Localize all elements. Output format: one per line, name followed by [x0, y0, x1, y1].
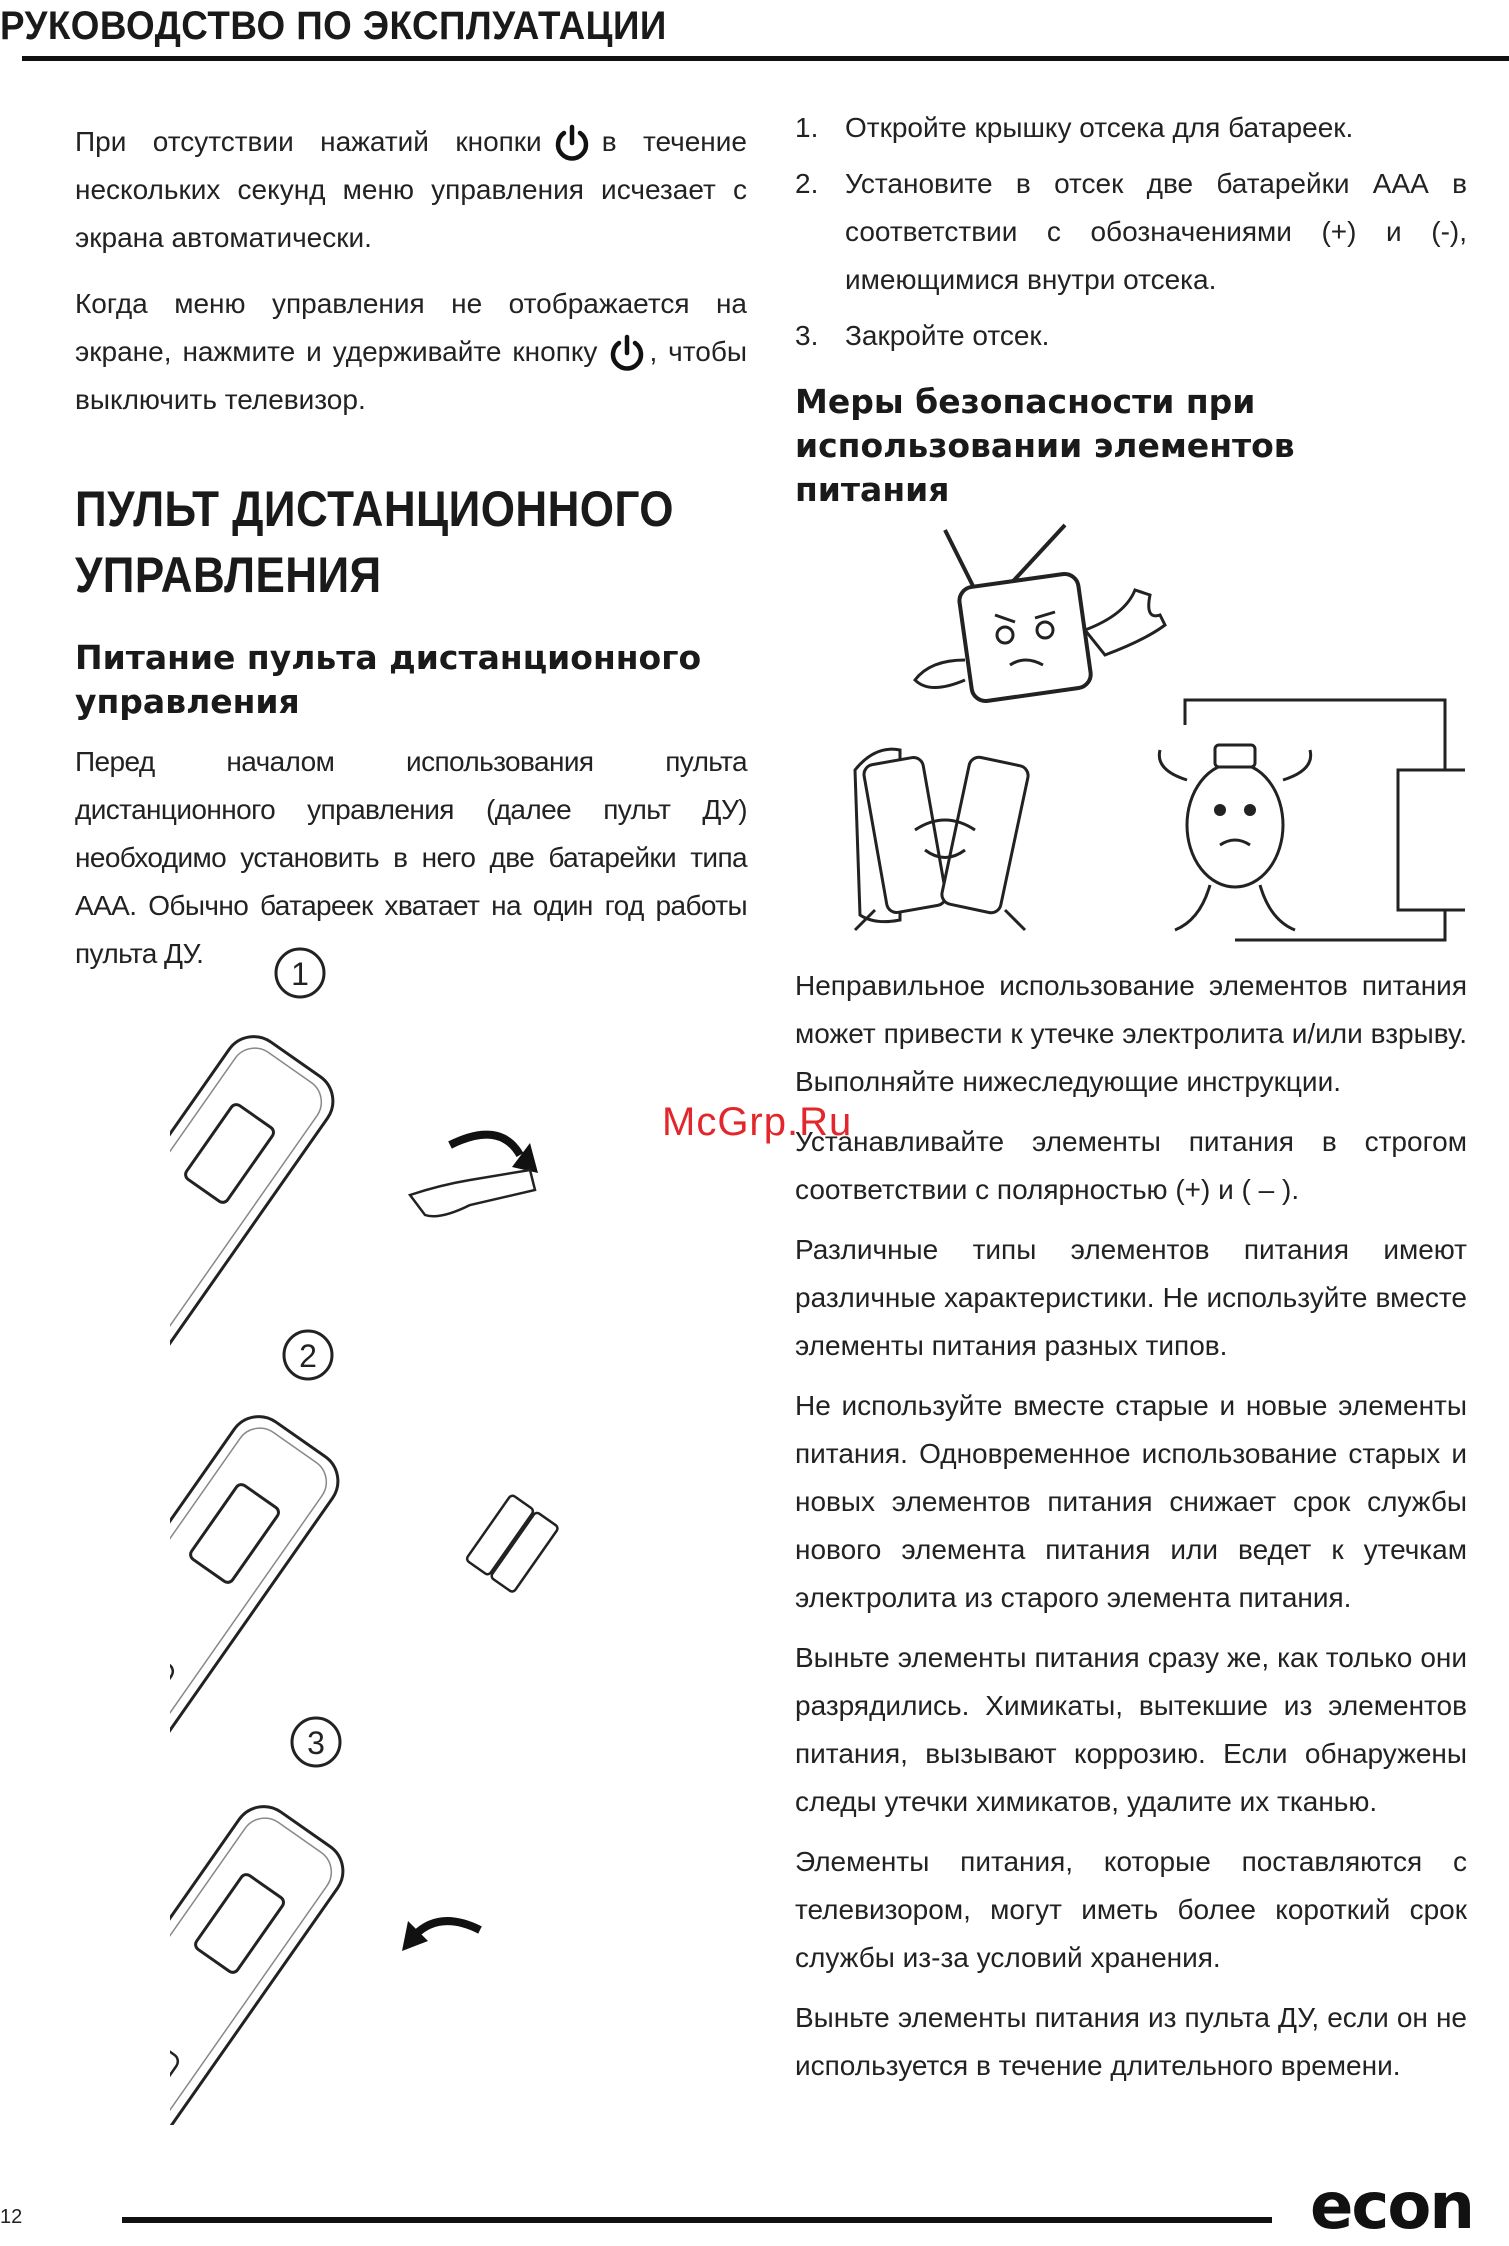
paragraph: Выньте элементы питания из пульта ДУ, если он не используется в течение длительного времени. — [795, 2002, 1467, 2081]
step-number: 3 — [307, 1725, 325, 1761]
paragraph: Неправильное использование элементов питания может привести к утечке электролита и/или взрыву. Выполняйте нижеследующие инструкции. — [795, 970, 1467, 1097]
install-steps-list — [795, 104, 1467, 368]
step-2-figure — [170, 1331, 559, 1810]
tv-character-figure — [915, 525, 1165, 703]
page-header-title: РУКОВОДСТВО ПО ЭКСПЛУАТАЦИИ — [0, 4, 667, 48]
battery-safety-illustration — [815, 520, 1465, 950]
battery-characters-figure — [855, 749, 1030, 930]
watermark: McGrp.Ru — [662, 1100, 853, 1144]
footer-divider — [122, 2217, 1272, 2223]
page-number: 12 — [0, 2206, 23, 2228]
step-number: 1. — [795, 112, 819, 143]
step-number: 1 — [291, 956, 309, 992]
paragraph-text: При отсутствии нажатий кнопки — [75, 126, 542, 157]
battery-install-illustration — [170, 945, 650, 2125]
paragraph-power-off — [75, 280, 747, 424]
step-3-figure — [170, 1718, 480, 2125]
paragraph-text: Когда меню управления не отображается на экране, нажмите и удерживайте кнопку — [75, 288, 747, 367]
step-1-figure — [170, 949, 538, 1430]
paragraph: Не используйте вместе старые и новые элементы питания. Одновременное использование старых и новых элементов питания снижает срок службы нового элемента питания или ведет к утечкам электролита из старого элемента питания. — [795, 1390, 1467, 1613]
step-text: Установите в отсек две батарейки ААА в соответствии с обозначениями (+) и (-), имеющимися внутри отсека. — [845, 168, 1467, 295]
header-divider — [22, 56, 1509, 61]
paragraph-text: , чтобы выключить телевизор. — [75, 336, 747, 415]
list-item — [795, 104, 1467, 152]
paragraph: Элементы питания, которые поставляются с телевизором, могут иметь более короткий срок службы из-за условий хранения. — [795, 1846, 1467, 1973]
paragraph: Устанавливайте элементы питания в строгом соответствии с полярностью (+) и ( – ). — [795, 1126, 1467, 1205]
power-icon — [607, 334, 647, 374]
brand-logo — [1310, 2176, 1500, 2236]
section-title-remote: ПУЛЬТ ДИСТАНЦИОННОГО УПРАВЛЕНИЯ — [75, 481, 674, 603]
safety-paragraphs — [795, 962, 1467, 2090]
paragraph: Выньте элементы питания сразу же, как только они разрядились. Химикаты, вытекшие из элементов питания, вызывают коррозию. Если обнаружены следы утечки химикатов, удалите их тканью. — [795, 1642, 1467, 1817]
step-number: 2 — [299, 1338, 317, 1374]
subsection-title-remote-power: Питание пульта дистанционного управления — [75, 638, 702, 721]
step-number: 3. — [795, 320, 819, 351]
paragraph-remote-batteries: Перед началом использования пульта дистанционного управления (далее пульт ДУ) необходимо установить в него две батарейки типа ААА. Обычно батареек хватает на один год работы пульта ДУ. — [75, 746, 747, 969]
battery-circuit-figure — [1159, 700, 1465, 940]
paragraph-menu-timeout — [75, 118, 747, 262]
subsection-title-safety: Меры безопасности при использовании элементов питания — [795, 382, 1295, 509]
step-text: Откройте крышку отсека для батареек. — [845, 112, 1354, 143]
paragraph: Различные типы элементов питания имеют различные характеристики. Не используйте вместе элементы питания разных типов. — [795, 1234, 1467, 1361]
step-number: 2. — [795, 168, 819, 199]
svg-text:econ: econ — [1310, 2176, 1473, 2236]
step-text: Закройте отсек. — [845, 320, 1050, 351]
list-item — [795, 160, 1467, 304]
power-icon — [552, 124, 592, 164]
paragraph-text: в течение нескольких секунд меню управления исчезает с экрана автоматически. — [75, 126, 747, 253]
list-item — [795, 312, 1467, 360]
